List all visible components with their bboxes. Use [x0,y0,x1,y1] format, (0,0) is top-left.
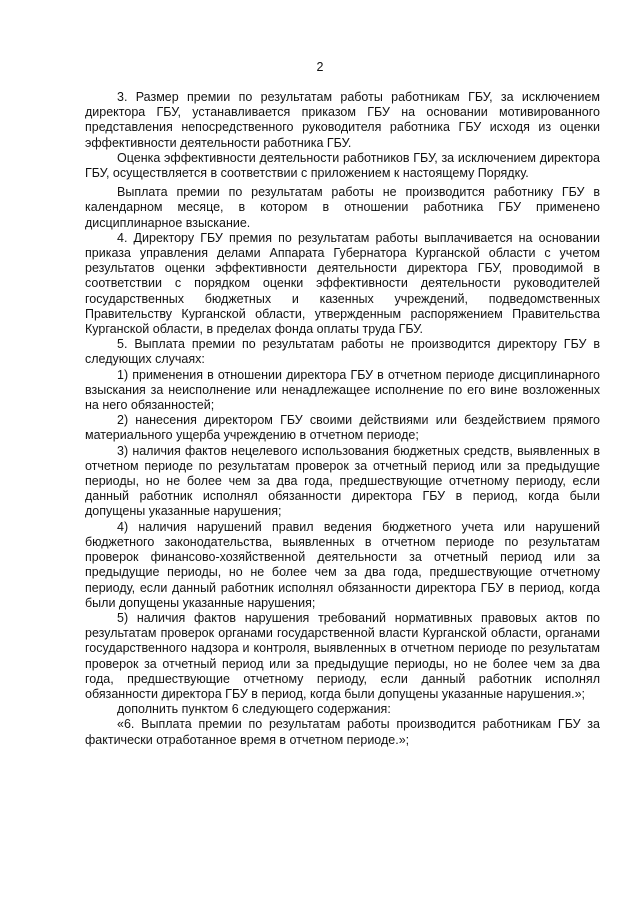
paragraph-5-item-3: 3) наличия фактов нецелевого использования бюджетных средств, выявленных в отчетном периоде по результатам проверок за отчетный период или за предыдущие периоды, но не более чем за два года, предшествующие отчетному периоду, если данный работник исполнял обязанности директора ГБУ в период, когда были допущены указанные нарушения; [85,443,600,519]
paragraph-5: 5. Выплата премии по результатам работы не производится директору ГБУ в следующих случаях: [85,337,600,367]
paragraph-3-no-bonus: Выплата премии по результатам работы не производится работнику ГБУ в календарном месяце, в котором в отношении работника ГБУ применено дисциплинарное взыскание. [85,185,600,230]
paragraph-5-item-4: 4) наличия нарушений правил ведения бюджетного учета или нарушений бюджетного законодательства, выявленных в отчетном периоде по результатам проверок финансово-хозяйственной деятельности за отчетный период или за предыдущие периоды, но не более чем за два года, предшествующие отчетному периоду, если данный работник исполнял обязанности директора ГБУ в период, когда были допущены указанные нарушения; [85,519,600,610]
page-number: 2 [316,60,324,74]
paragraph-5-item-2: 2) нанесения директором ГБУ своими действиями или бездействием прямого материального ущерба учреждению в отчетном периоде; [85,413,600,443]
paragraph-4: 4. Директору ГБУ премия по результатам работы выплачивается на основании приказа управления делами Аппарата Губернатора Курганской области с учетом результатов оценки эффективности деятельности директора ГБУ, проводимой в соответствии с порядком оценки эффективности деятельности руководителей государственных бюджетных и казенных учреждений, подведомственных Правительству Курганской области, утвержденным распоряжением Правительства Курганской области, в пределах фонда оплаты труда ГБУ. [85,230,600,337]
paragraph-6: «6. Выплата премии по результатам работы производится работникам ГБУ за фактически отработанное время в отчетном периоде.»; [85,717,600,747]
paragraph-5-item-5: 5) наличия фактов нарушения требований нормативных правовых актов по результатам проверок органами государственной власти Курганской области, органами государственного надзора и контроля, выявленных в отчетном периоде по результатам проверок за отчетный период или за предыдущие периоды, но не более чем за два года, предшествующие отчетному периоду, если данный работник исполнял обязанности директора ГБУ в период, когда были допущены указанные нарушения.»; [85,610,600,701]
paragraph-3: 3. Размер премии по результатам работы работникам ГБУ, за исключением директора ГБУ, устанавливается приказом ГБУ на основании мотивированного представления непосредственного руководителя работника ГБУ исходя из оценки эффективности деятельности работника ГБУ. [85,90,600,150]
paragraph-5-item-1: 1) применения в отношении директора ГБУ в отчетном периоде дисциплинарного взыскания за неисполнение или ненадлежащее исполнение по его вине возложенных на него обязанностей; [85,367,600,413]
paragraph-3-evaluation: Оценка эффективности деятельности работников ГБУ, за исключением директора ГБУ, осуществляется в соответствии с приложением к настоящему Порядку. [85,150,600,181]
amendment-intro: дополнить пунктом 6 следующего содержания: [117,702,391,717]
document-body [85,90,600,748]
